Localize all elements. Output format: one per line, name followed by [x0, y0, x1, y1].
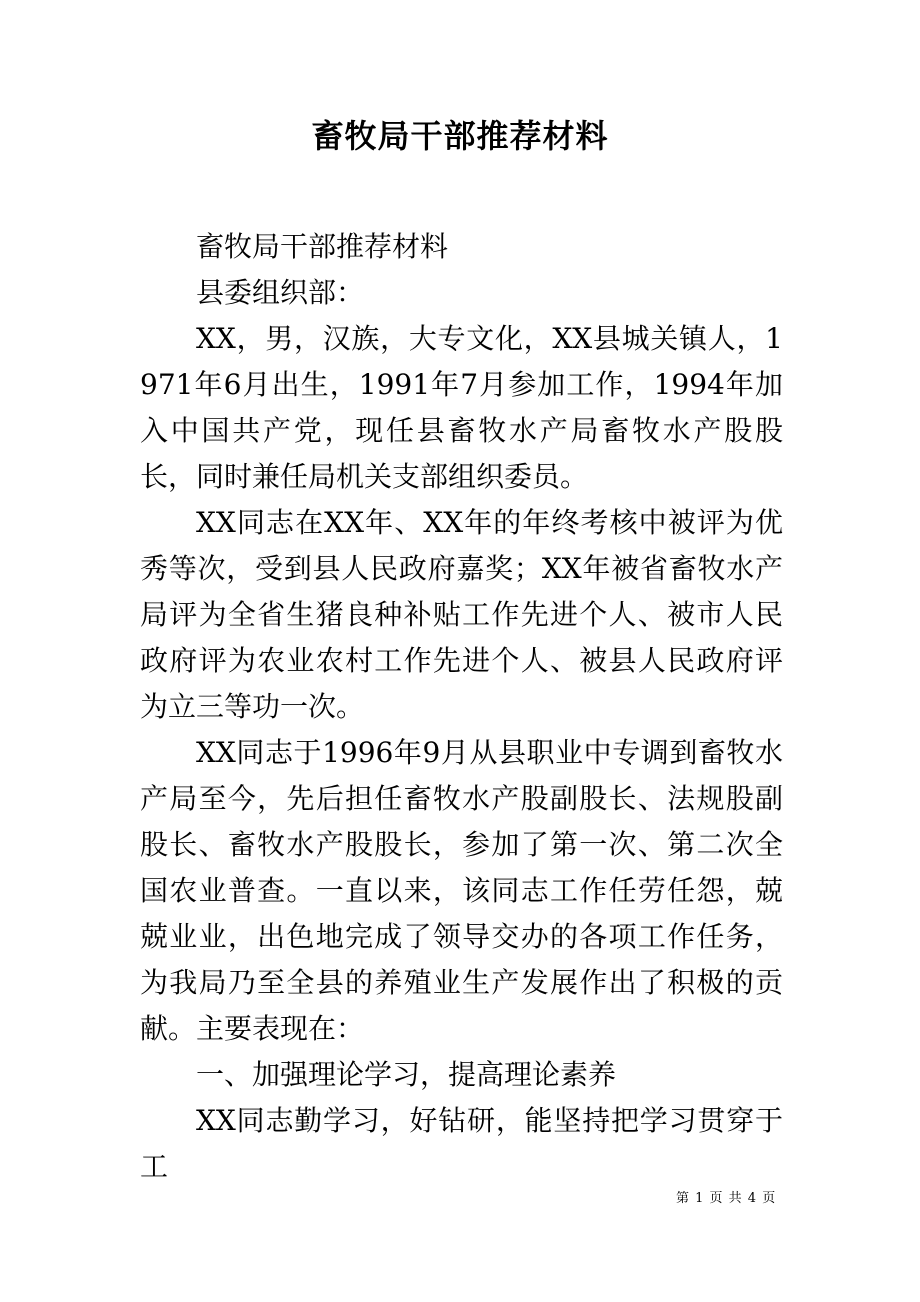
document-body [140, 224, 783, 1190]
paragraph-study: XX同志勤学习，好钻研，能坚持把学习贯穿于工 [140, 1104, 783, 1183]
paragraph-honors: XX同志在XX年、XX年的年终考核中被评为优秀等次，受到县人民政府嘉奖；XX年被省畜牧水产局评为全省生猪良种补贴工作先进个人、被市人民政府评为农业农村工作先进个人、被县人民政府评为立三等功一次。 [140, 506, 783, 723]
document-title: 畜牧局干部推荐材料 [311, 117, 609, 155]
paragraph-section-heading: 一、加强理论学习，提高理论素养 [196, 1058, 617, 1091]
page-number-label: 第 1 页 共 4 页 [676, 1191, 777, 1206]
page-number-footer [676, 1190, 796, 1208]
paragraph-career: XX同志于1996年9月从县职业中专调到畜牧水产局至今，先后担任畜牧水产股副股长、法规股副股长、畜牧水产股股长，参加了第一次、第二次全国农业普查。一直以来，该同志工作任劳任怨，兢兢业业，出色地完成了领导交办的各项工作任务，为我局乃至全县的养殖业生产发展作出了积极的贡献。主要表现在： [140, 736, 783, 1045]
paragraph-heading: 畜牧局干部推荐材料 [196, 230, 449, 263]
paragraph-profile: XX，男，汉族，大专文化，XX县城关镇人，1971年6月出生，1991年7月参加工作，1994年加入中国共产党，现任县畜牧水产局畜牧水产股股长，同时兼任局机关支部组织委员。 [140, 322, 783, 493]
paragraph-salutation: 县委组织部： [196, 276, 365, 309]
